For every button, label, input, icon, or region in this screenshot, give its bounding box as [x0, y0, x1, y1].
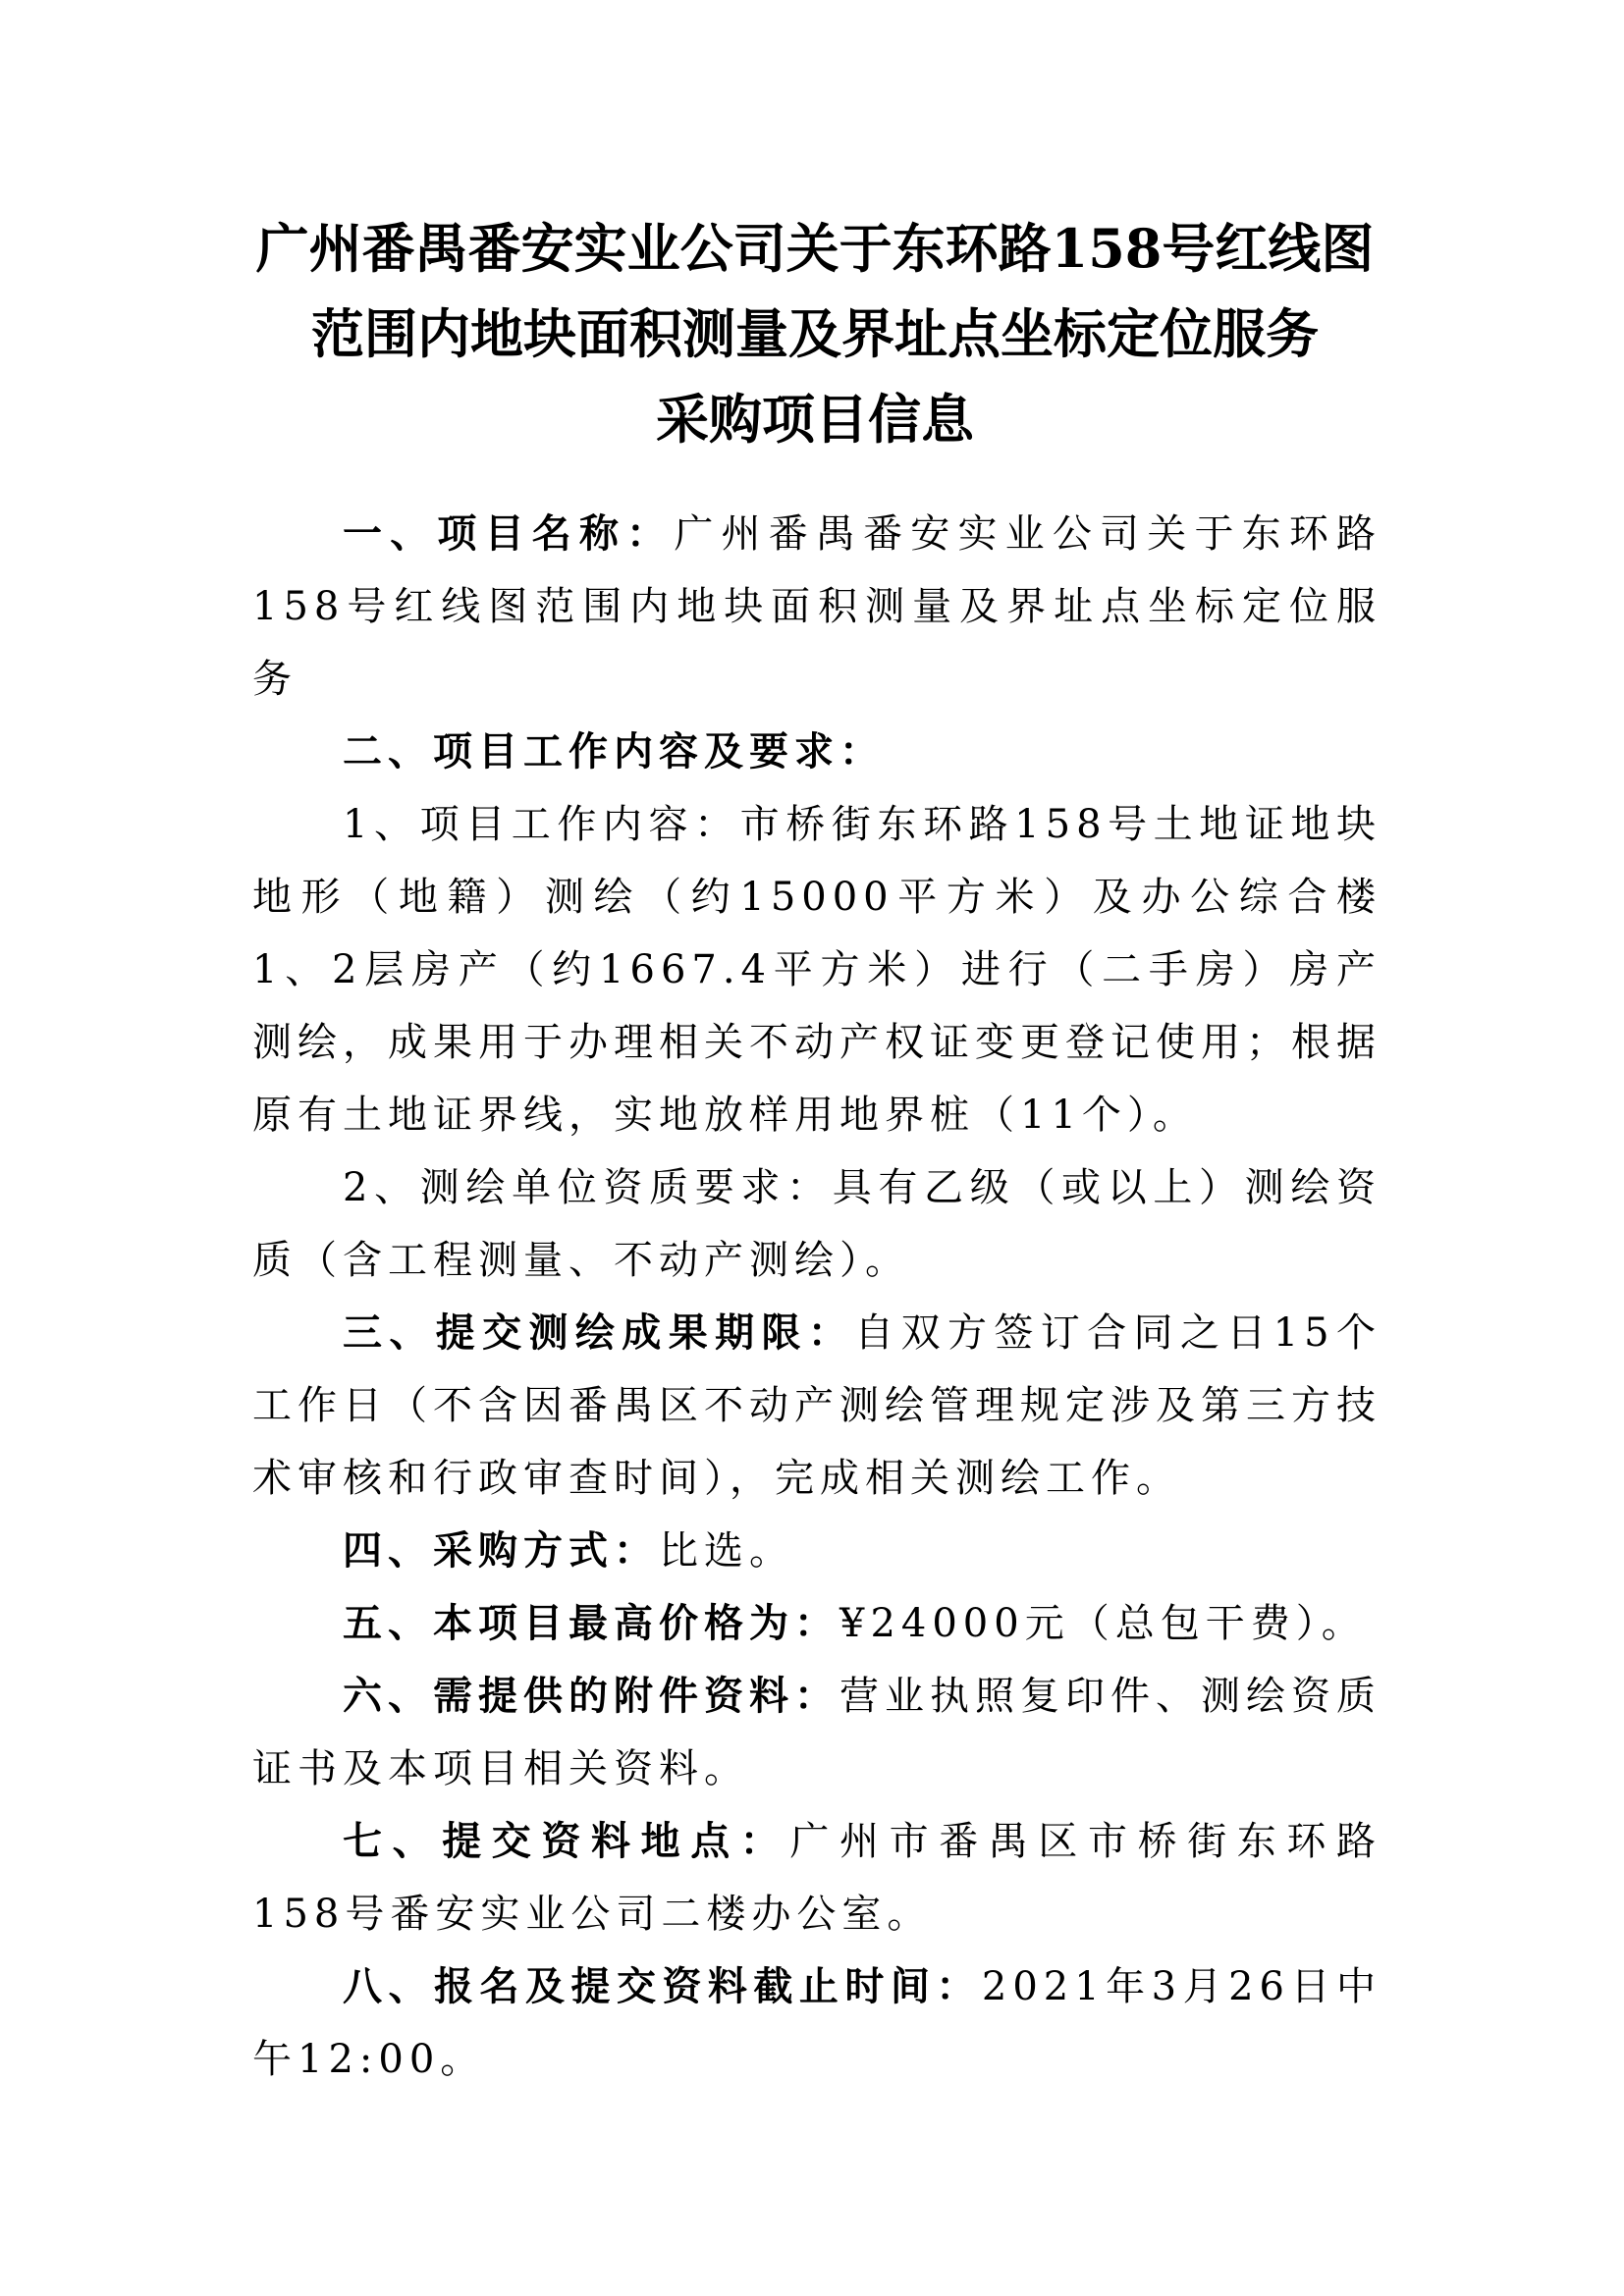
document-title [236, 206, 1394, 462]
section-work-content-heading [252, 716, 1381, 788]
title-line-2: 范围内地块面积测量及界址点坐标定位服务 [311, 302, 1319, 365]
section-text: 广州番禺番安实业公司关于东环路158号红线图范围内地块面积测量及界址点坐标定位服务 [252, 511, 1382, 702]
section-text: 2、测绘单位资质要求：具有乙级（或以上）测绘资质（含工程测量、不动产测绘）。 [252, 1165, 1381, 1283]
title-line-3: 采购项目信息 [656, 388, 974, 451]
section-label: 二、项目工作内容及要求： [343, 728, 885, 774]
section-label: 四、采购方式： [343, 1527, 659, 1574]
section-submission-location [252, 1805, 1381, 1950]
section-work-content-item-2 [252, 1151, 1381, 1297]
section-deadline [252, 1297, 1381, 1515]
section-label: 一、项目名称： [343, 510, 675, 557]
section-text: 广州市番禺区市桥街东环路158号番安实业公司二楼办公室。 [252, 1819, 1382, 1937]
section-attachments [252, 1660, 1381, 1805]
section-label: 三、提交测绘成果期限： [343, 1309, 855, 1356]
section-label: 五、本项目最高价格为： [343, 1600, 839, 1646]
section-label: 六、需提供的附件资料： [343, 1673, 839, 1719]
section-text: ¥24000元（总包干费）。 [839, 1601, 1367, 1646]
section-submission-deadline [252, 1950, 1381, 2096]
document-body [252, 498, 1381, 2096]
section-label: 八、报名及提交资料截止时间： [343, 1963, 982, 2009]
section-text: 2021年3月26日中午12:00。 [252, 1964, 1381, 2082]
section-text: 自双方签订合同之日15个工作日（不含因番禺区不动产测绘管理规定涉及第三方技术审核和行政审查时间），完成相关测绘工作。 [252, 1310, 1382, 1501]
section-text: 比选。 [659, 1528, 794, 1574]
title-line-1: 广州番禺番安实业公司关于东环路158号红线图 [255, 217, 1375, 280]
section-text: 1、项目工作内容：市桥街东环路158号土地证地块地形（地籍）测绘（约15000平方米）及办公综合楼1、2层房产（约1667.4平方米）进行（二手房）房产测绘，成果用于办理相关不动产权证变更登记使用；根据原有土地证界线，实地放样用地界桩（11个）。 [252, 802, 1381, 1138]
section-procurement-method [252, 1515, 1381, 1587]
section-label: 七、提交资料地点： [343, 1818, 790, 1864]
section-text: 营业执照复印件、测绘资质证书及本项目相关资料。 [252, 1674, 1381, 1791]
section-max-price [252, 1587, 1381, 1660]
section-project-name [252, 498, 1381, 716]
section-work-content-item-1 [252, 788, 1381, 1151]
